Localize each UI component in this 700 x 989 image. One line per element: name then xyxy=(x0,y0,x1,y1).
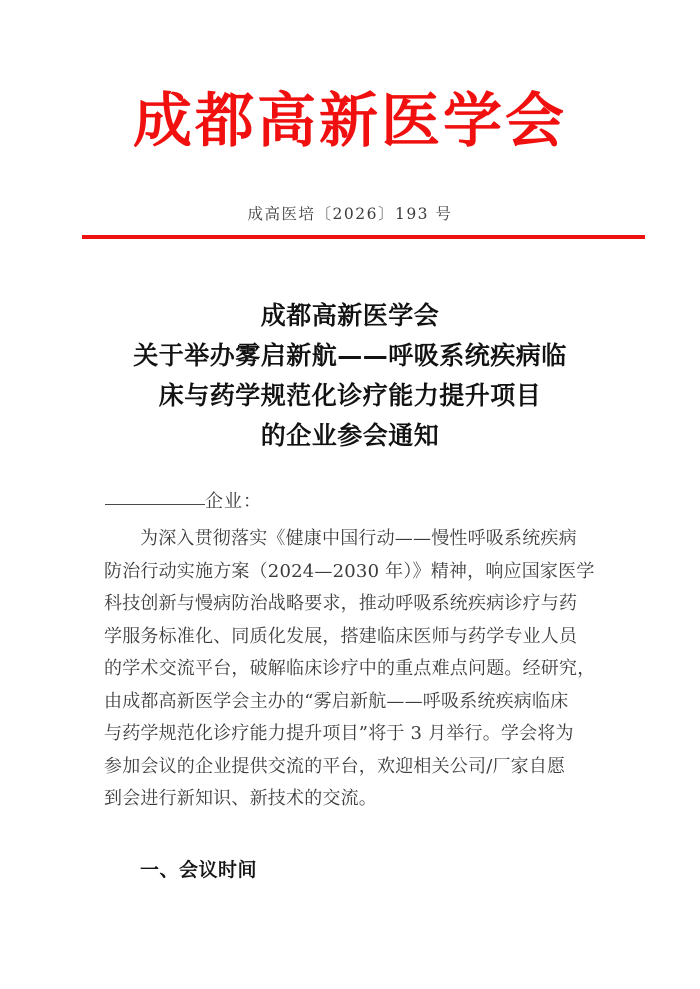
body-paragraph xyxy=(104,523,601,816)
title-line-2: 关于举办雾启新航——呼吸系统疾病临 xyxy=(133,341,567,370)
body-line-1: 为深入贯彻落实《健康中国行动——慢性呼吸系统疾病 xyxy=(140,528,577,549)
section-heading-meeting-time: 一、会议时间 xyxy=(140,859,258,881)
title-line-3: 床与药学规范化诊疗能力提升项目 xyxy=(158,381,542,410)
title-line-1: 成都高新医学会 xyxy=(260,301,440,330)
document-number: 成高医培〔2026〕193 号 xyxy=(247,205,453,223)
body-line-4: 学服务标准化、同质化发展，搭建临床医师与药学专业人员 xyxy=(104,625,578,647)
body-line-8: 参加会议的企业提供交流的平台，欢迎相关公司/厂家自愿 xyxy=(104,755,566,777)
body-line-3: 科技创新与慢病防治战略要求，推动呼吸系统疾病诊疗与药 xyxy=(104,593,578,614)
body-line-9: 到会进行新知识、新技术的交流。 xyxy=(104,788,377,809)
body-line-7: 与药学规范化诊疗能力提升项目”将于 3 月举行。学会将为 xyxy=(104,723,574,744)
body-line-6: 由成都高新医学会主办的“雾启新航——呼吸系统疾病临床 xyxy=(104,690,569,712)
salutation xyxy=(105,487,262,513)
salutation-blank-field[interactable] xyxy=(105,490,205,505)
document-title xyxy=(70,296,630,456)
body-line-5: 的学术交流平台，破解临床诊疗中的重点难点问题。经研究， xyxy=(104,658,596,679)
salutation-suffix: 企业： xyxy=(205,491,262,512)
body-line-2: 防治行动实施方案（2024—2030 年）》精神，响应国家医学 xyxy=(104,560,595,582)
organization-masthead: 成都高新医学会 xyxy=(132,86,567,155)
title-line-4: 的企业参会通知 xyxy=(260,421,440,450)
red-divider-rule xyxy=(82,235,645,239)
